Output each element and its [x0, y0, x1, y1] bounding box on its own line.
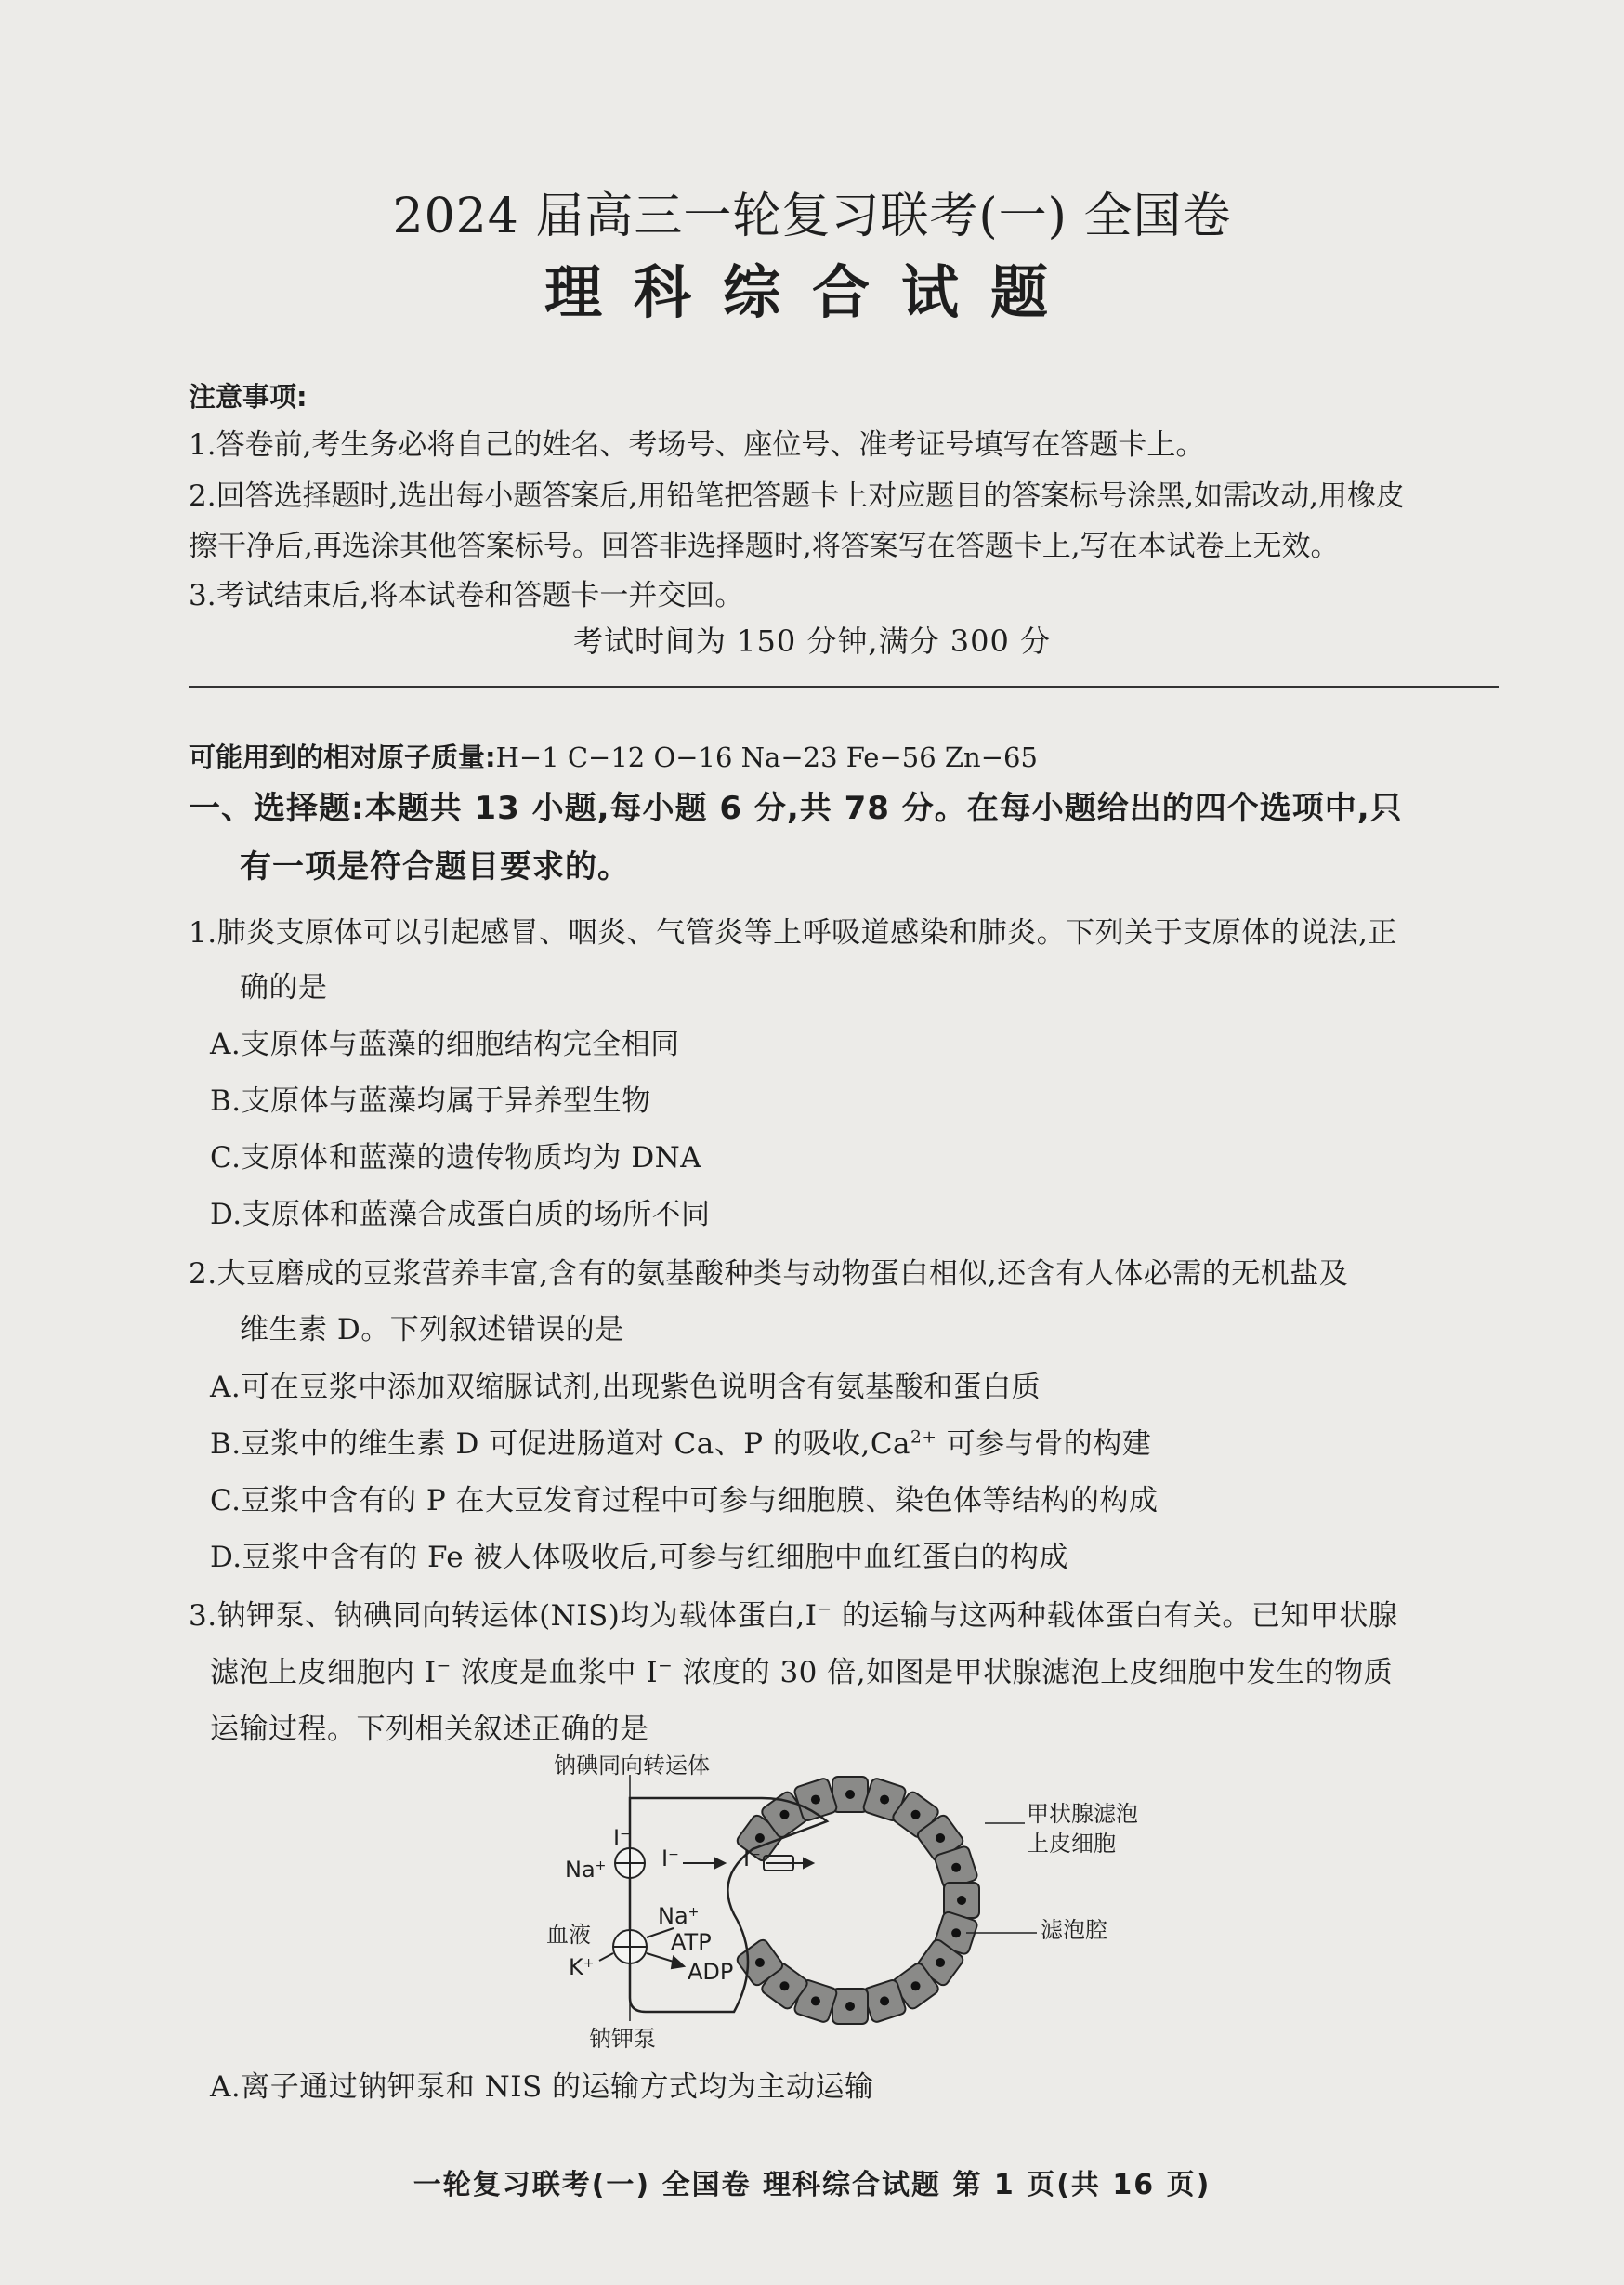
cell-nucleus	[951, 1928, 961, 1937]
q1-option-a: A.支原体与蓝藻的细胞结构完全相同	[210, 1028, 680, 1061]
cell-nucleus	[911, 1810, 921, 1819]
adp-label: ADP	[688, 1959, 734, 1985]
cell-nucleus	[779, 1810, 789, 1819]
cell-nucleus	[811, 1996, 820, 2005]
exam-time-score: 考试时间为 150 分钟,满分 300 分	[572, 624, 1052, 659]
k-in-arrow	[599, 1953, 613, 1961]
atp-arrowhead	[672, 1957, 684, 1968]
follicle-cells	[735, 1777, 979, 2024]
q3-stem-line1: 3.钠钾泵、钠碘同向转运体(NIS)均为载体蛋白,I− 的运输与这两种载体蛋白有关。已知甲状腺	[189, 1599, 1398, 1633]
q2-stem-line2: 维生素 D。下列叙述错误的是	[240, 1313, 624, 1346]
follicle-cell-label-2: 上皮细胞	[1027, 1831, 1116, 1857]
section-heading-line2: 有一项是符合题目要求的。	[240, 848, 630, 886]
notice-heading: 注意事项:	[189, 381, 308, 413]
q2-option-a: A.可在豆浆中添加双缩脲试剂,出现紫色说明含有氨基酸和蛋白质	[210, 1371, 1041, 1404]
cell-nucleus	[811, 1795, 820, 1805]
i-ion-lumen: I−	[743, 1845, 761, 1871]
atomic-mass-line	[189, 737, 1038, 775]
cell-nucleus	[880, 1996, 889, 2005]
follicle-cell-label-1: 甲状腺滤泡	[1027, 1801, 1138, 1827]
cell-nucleus	[911, 1981, 921, 1990]
notice-item-1: 1.答卷前,考生务必将自己的姓名、考场号、座位号、准考证号填写在答题卡上。	[189, 428, 1205, 462]
cell-nucleus	[957, 1896, 966, 1905]
q1-option-c: C.支原体和蓝藻的遗传物质均为 DNA	[210, 1141, 702, 1175]
cell-nucleus	[880, 1795, 889, 1805]
lumen-label: 滤泡腔	[1041, 1917, 1107, 1943]
q3-stem-line2: 滤泡上皮细胞内 I− 浓度是血浆中 I− 浓度的 30 倍,如图是甲状腺滤泡上皮细胞中发生的物质	[210, 1656, 1394, 1689]
q1-stem-line1: 1.肺炎支原体可以引起感冒、咽炎、气管炎等上呼吸道感染和肺炎。下列关于支原体的说法,正	[189, 916, 1397, 950]
notice-item-2-line1: 2.回答选择题时,选出每小题答案后,用铅笔把答题卡上对应题目的答案标号涂黑,如需改动,用橡皮	[189, 479, 1405, 513]
na-ion-left: Na+	[565, 1857, 607, 1883]
pump-label: 钠钾泵	[589, 2026, 656, 2052]
q2-option-b: B.豆浆中的维生素 D 可促进肠道对 Ca、P 的吸收$,Ca^{2+}$ 可参与骨的构建	[210, 1427, 1152, 1461]
atomic-mass-values: H−1 C−12 O−16 Na−23 Fe−56 Zn−65	[495, 742, 1038, 773]
nis-transporter	[615, 1848, 645, 1878]
section-heading-line1: 一、选择题:本题共 13 小题,每小题 6 分,共 78 分。在每小题给出的四个选项中,只	[189, 790, 1403, 827]
cell-nucleus	[845, 1790, 855, 1799]
atomic-mass-label: 可能用到的相对原子质量:	[189, 742, 496, 773]
blood-label: 血液	[546, 1922, 591, 1948]
cell-nucleus	[755, 1958, 765, 1967]
k-ion-label: K+	[569, 1954, 595, 1980]
divider-line	[189, 686, 1499, 688]
q1-option-b: B.支原体与蓝藻均属于异养型生物	[210, 1084, 651, 1118]
na-k-pump	[613, 1930, 647, 1963]
subject-title: 理科综合试题	[544, 258, 1080, 326]
cell-nucleus	[951, 1863, 961, 1872]
q3-stem-line3: 运输过程。下列相关叙述正确的是	[210, 1713, 649, 1746]
notice-item-3: 3.考试结束后,将本试卷和答题卡一并交回。	[189, 579, 744, 612]
cell-nucleus	[936, 1958, 945, 1967]
atp-label: ATP	[671, 1929, 712, 1955]
exam-title: 2024 届高三一轮复习联考(一) 全国卷	[392, 189, 1232, 244]
q2-stem-line1: 2.大豆磨成的豆浆营养丰富,含有的氨基酸种类与动物蛋白相似,还含有人体必需的无机盐及	[189, 1257, 1349, 1291]
na-ion-pump: Na+	[658, 1903, 700, 1929]
i-arrowhead-lumen	[804, 1858, 813, 1868]
cell-nucleus	[845, 2002, 855, 2011]
na-out-arrow	[647, 1928, 674, 1937]
cell-nucleus	[936, 1833, 945, 1843]
page-footer: 一轮复习联考(一) 全国卷 理科综合试题 第 1 页(共 16 页)	[413, 2169, 1211, 2201]
q1-option-d: D.支原体和蓝藻合成蛋白质的场所不同	[210, 1198, 711, 1231]
q3-option-a: A.离子通过钠钾泵和 NIS 的运输方式均为主动运输	[210, 2070, 874, 2104]
i-ion-left: I−	[613, 1825, 631, 1851]
i-ion-cell: I−	[661, 1845, 679, 1871]
nis-label: 钠碘同向转运体	[554, 1753, 710, 1779]
q1-stem-line2: 确的是	[240, 971, 328, 1005]
i-arrowhead-inside	[715, 1858, 725, 1868]
thyroid-follicle-diagram	[520, 1747, 1189, 2054]
notice-item-2-line2: 擦干净后,再选涂其他答案标号。回答非选择题时,将答案写在答题卡上,写在本试卷上无效。	[189, 530, 1340, 563]
cell-nucleus	[779, 1981, 789, 1990]
cell-nucleus	[755, 1833, 765, 1843]
q2-option-c: C.豆浆中含有的 P 在大豆发育过程中可参与细胞膜、染色体等结构的构成	[210, 1484, 1159, 1517]
q2-option-d: D.豆浆中含有的 Fe 被人体吸收后,可参与红细胞中血红蛋白的构成	[210, 1541, 1068, 1574]
